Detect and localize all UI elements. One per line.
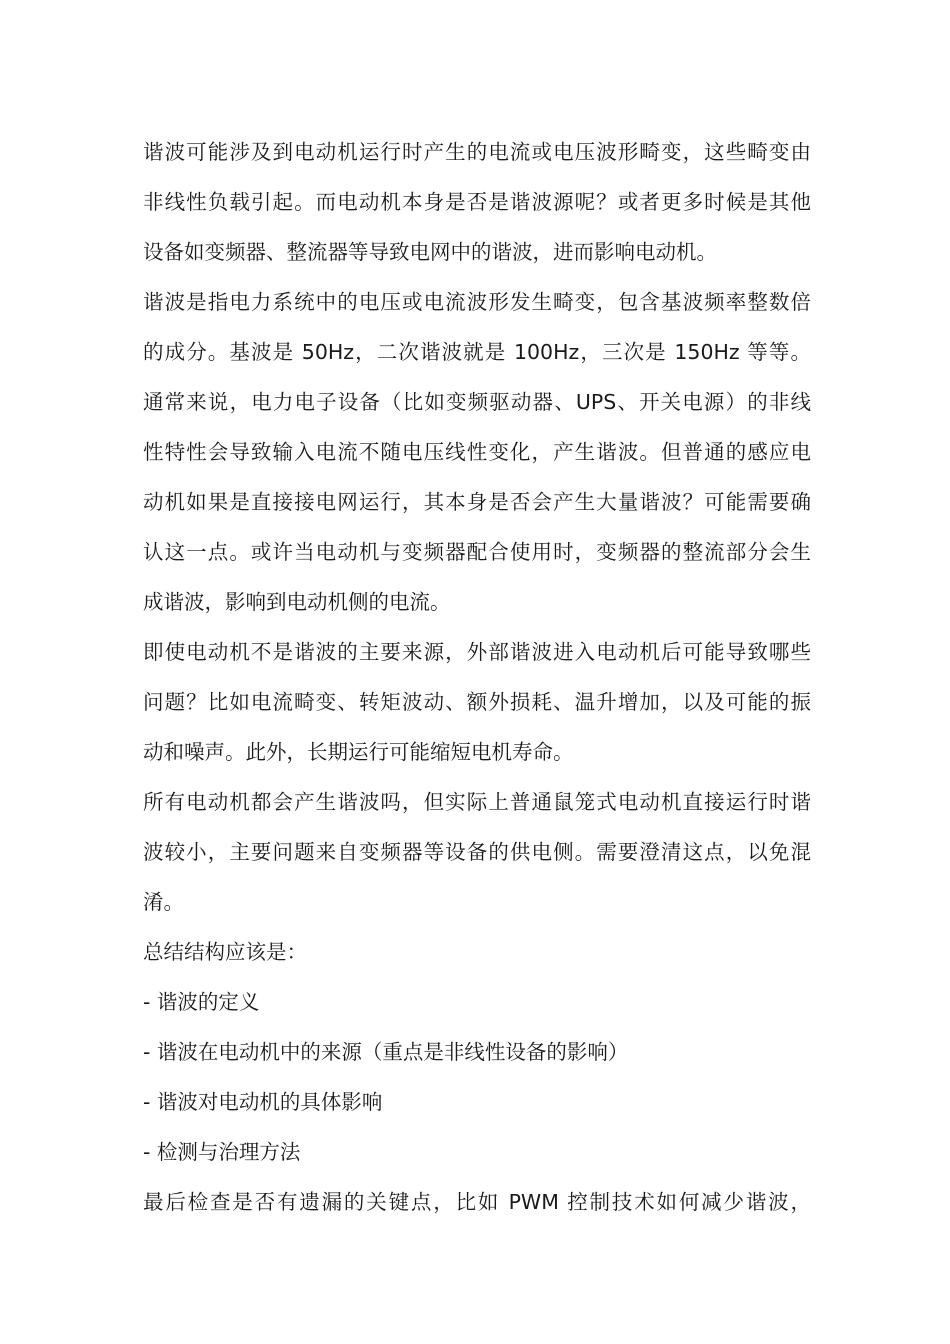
list-item-mitigation: - 检测与治理方法 <box>143 1140 301 1164</box>
text-line-12: 问题？比如电流畸变、转矩波动、额外损耗、温升增加，以及可能的振 <box>143 690 811 714</box>
text-line-9: 认这一点。或许当电动机与变频器配合使用时，变频器的整流部分会生 <box>143 540 811 564</box>
text-line-2: 非线性负载引起。而电动机本身是否是谐波源呢？或者更多时候是其他 <box>143 190 811 214</box>
text-line-7: 性特性会导致输入电流不随电压线性变化，产生谐波。但普通的感应电 <box>143 440 811 464</box>
text-line-22: 最后检查是否有遗漏的关键点，比如 PWM 控制技术如何减少谐波， <box>143 1190 811 1214</box>
document-body <box>143 127 811 1227</box>
text-line-16: 淆。 <box>143 890 184 914</box>
text-line-6: 通常来说，电力电子设备（比如变频驱动器、UPS、开关电源）的非线 <box>143 390 811 414</box>
text-line-17: 总结结构应该是： <box>143 940 307 964</box>
text-line-13: 动和噪声。此外，长期运行可能缩短电机寿命。 <box>143 740 574 764</box>
list-item-sources: - 谐波在电动机中的来源（重点是非线性设备的影响） <box>143 1040 629 1064</box>
list-item-effects: - 谐波对电动机的具体影响 <box>143 1090 383 1114</box>
text-line-14: 所有电动机都会产生谐波吗，但实际上普通鼠笼式电动机直接运行时谐 <box>143 790 811 814</box>
text-line-10: 成谐波，影响到电动机侧的电流。 <box>143 590 451 614</box>
text-line-5: 的成分。基波是 50Hz，二次谐波就是 100Hz，三次是 150Hz 等等。 <box>143 340 811 364</box>
text-line-4: 谐波是指电力系统中的电压或电流波形发生畸变，包含基波频率整数倍 <box>143 290 811 314</box>
text-line-3: 设备如变频器、整流器等导致电网中的谐波，进而影响电动机。 <box>143 240 717 264</box>
text-line-15: 波较小，主要问题来自变频器等设备的供电侧。需要澄清这点，以免混 <box>143 840 811 864</box>
text-line-8: 动机如果是直接接电网运行，其本身是否会产生大量谐波？可能需要确 <box>143 490 811 514</box>
text-line-1: 谐波可能涉及到电动机运行时产生的电流或电压波形畸变，这些畸变由 <box>143 140 811 164</box>
text-line-11: 即使电动机不是谐波的主要来源，外部谐波进入电动机后可能导致哪些 <box>143 640 811 664</box>
list-item-definition: - 谐波的定义 <box>143 990 260 1014</box>
